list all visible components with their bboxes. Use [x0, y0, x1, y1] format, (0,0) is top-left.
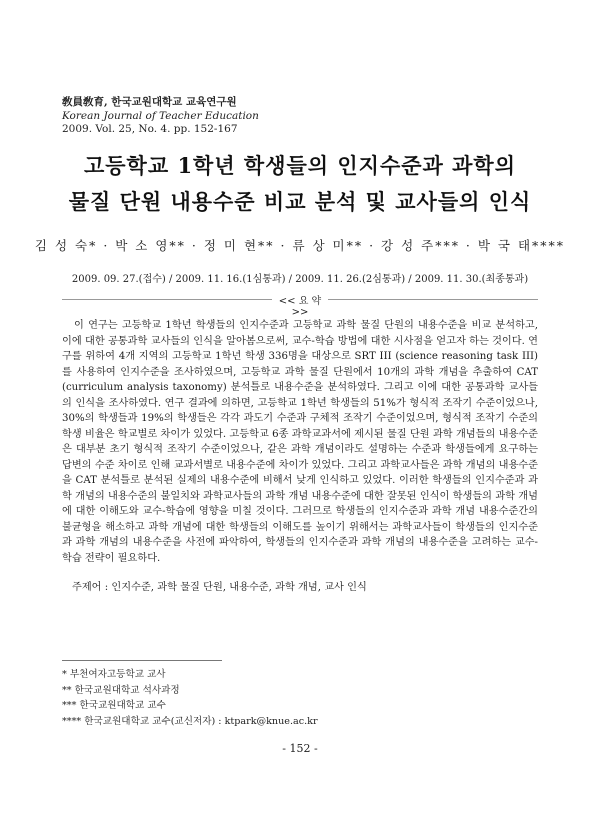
keywords: 주제어 : 인지수준, 과학 물질 단원, 내용수준, 과학 개념, 교사 인식 [72, 582, 367, 593]
footnotes [62, 667, 522, 729]
footnote-divider [62, 660, 222, 661]
author-list: 김 성 숙* · 박 소 영** · 정 미 현** · 류 상 미** · 강 성 주*** · 박 국 태**** [34, 238, 566, 253]
journal-name-english: Korean Journal of Teacher Education [62, 109, 259, 122]
abstract-label: << 요 약 >> [278, 296, 322, 318]
paper-title-line-1: 고등학교 1학년 학생들의 인지수준과 과학의 [83, 153, 516, 178]
paper-title-line-2: 물질 단원 내용수준 비교 분석 및 교사들의 인식 [68, 189, 532, 214]
abstract-text: 이 연구는 고등학교 1학년 학생들의 인지수준과 고등학교 과학 물질 단원의 내용수준을 비교 분석하고, 이에 대한 공통과학 교사들의 인식을 알아봄으로써, 교수-학습 방법에 대한 시사점을 얻고자 하는 것이다. 연구를 위하여 4개 지역의 고등학교 1학년 학생 336명을 대상으로 SRT III (science reasoning task III)를 사용하여 인지수준을 조사하였으며, 고등학교 과학 물질 단원에서 10개의 과학 개념을 추출하여 CAT (curriculum analysis taxonomy) 분석틀로 내용수준을 분석하였다. 그리고 이에 대한 공통과학 교사들의 인식을 조사하였다. 연구 결과에 의하면, 고등학교 1학년 학생들의 51%가 형식적 조작기 수준이었으나, 30%의 학생들과 19%의 학생들은 각각 과도기 수준과 구체적 조작기 수준이었으며, 형식적 조작기 수준의 학생 비율은 학교별로 차이가 있었다. 고등학교 6종 과학교과서에 제시된 물질 단원 과학 개념들의 내용수준은 대부분 초기 형식적 조작기 수준이었으나, 같은 과학 개념이라도 설명하는 수준과 학생들에게 요구하는 답변의 수준 차이로 인해 교과서별로 내용수준에 차이가 있었다. 그리고 과학교사들은 과학 개념의 내용수준을 CAT 분석틀로 분석된 실제의 내용수준에 비해서 낮게 인식하고 있었다. 이러한 학생들의 인지수준과 과학 개념의 내용수준의 불일치와 과학교사들의 과학 개념 내용수준에 대한 잘못된 인식이 학생들의 과학 개념에 대한 이해도와 교수-학습에 영향을 미칠 것이다. 그러므로 학생들의 인지수준과 과학 개념 내용수준간의 불균형을 해소하고 과학 개념에 대한 학생들의 이해도를 높이기 위해서는 과학교사들이 학생들의 인지수준과 과학 개념의 내용수준을 사전에 파악하여, 학생들의 인지수준과 과학 개념의 내용수준을 고려하는 교수-학습 전략이 필요하다. [62, 320, 538, 564]
page-number: - 152 - [282, 742, 318, 755]
abstract-rule-right [328, 299, 538, 300]
footnote-item: *** 한국교원대학교 교수 [62, 700, 166, 711]
abstract-rule-left [62, 299, 272, 300]
submission-dates: 2009. 09. 27.(접수) / 2009. 11. 16.(1심통과) / 2009. 11. 26.(2심통과) / 2009. 11. 30.(최종통과) [71, 274, 529, 285]
footnote-item: ** 한국교원대학교 석사과정 [62, 684, 180, 696]
journal-header [62, 96, 259, 137]
footnote-item: **** 한국교원대학교 교수(교신저자) : ktpark@knue.ac.kr [62, 715, 318, 727]
journal-name-korean: 敎員敎育, 한국교원대학교 교육연구원 [62, 96, 237, 108]
journal-citation: 2009. Vol. 25, No. 4. pp. 152-167 [62, 123, 238, 135]
footnote-item: * 부천여자고등학교 교사 [62, 669, 166, 680]
